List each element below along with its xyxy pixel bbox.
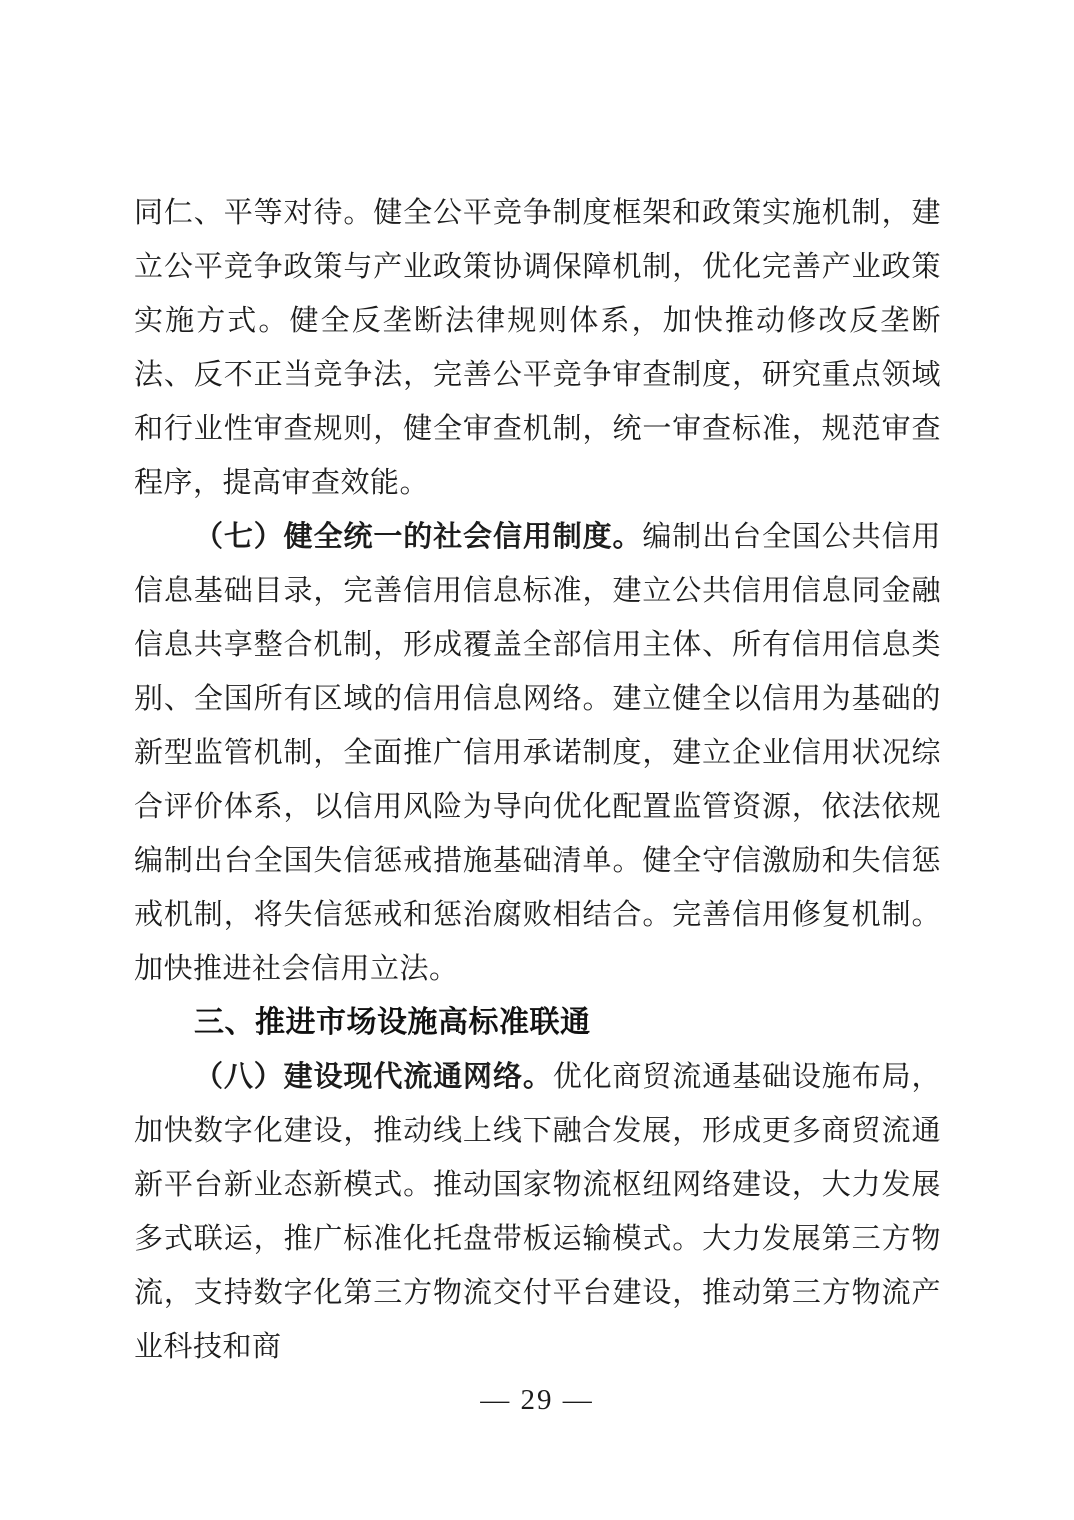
- section-heading: 三、推进市场设施高标准联通: [194, 1006, 591, 1039]
- page-number: — 29 —: [480, 1384, 594, 1416]
- paragraph-lead: （七）健全统一的社会信用制度。: [194, 521, 643, 553]
- paragraph-item-8: [134, 1050, 941, 1374]
- document-content: [134, 186, 941, 1374]
- paragraph-text: 优化商贸流通基础设施布局，加快数字化建设，推动线上线下融合发展，形成更多商贸流通新平台新业态新模式。推动国家物流枢纽网络建设，大力发展多式联运，推广标准化托盘带板运输模式。大力发展第三方物流，支持数字化第三方物流交付平台建设，推动第三方物流产业科技和商: [134, 1061, 941, 1363]
- paragraph-item-7: [134, 510, 941, 996]
- paragraph-lead: （八）建设现代流通网络。: [194, 1061, 553, 1093]
- paragraph-continuation: [134, 186, 941, 510]
- paragraph-text: 编制出台全国公共信用信息基础目录，完善信用信息标准，建立公共信用信息同金融信息共享整合机制，形成覆盖全部信用主体、所有信用信息类别、全国所有区域的信用信息网络。建立健全以信用为基础的新型监管机制，全面推广信用承诺制度，建立企业信用状况综合评价体系，以信用风险为导向优化配置监管资源，依法依规编制出台全国失信惩戒措施基础清单。健全守信激励和失信惩戒机制，将失信惩戒和惩治腐败相结合。完善信用修复机制。加快推进社会信用立法。: [134, 521, 941, 985]
- paragraph-text: 同仁、平等对待。健全公平竞争制度框架和政策实施机制，建立公平竞争政策与产业政策协调保障机制，优化完善产业政策实施方式。健全反垄断法律规则体系，加快推动修改反垄断法、反不正当竞争法，完善公平竞争审查制度，研究重点领域和行业性审查规则，健全审查机制，统一审查标准，规范审查程序，提高审查效能。: [134, 197, 941, 499]
